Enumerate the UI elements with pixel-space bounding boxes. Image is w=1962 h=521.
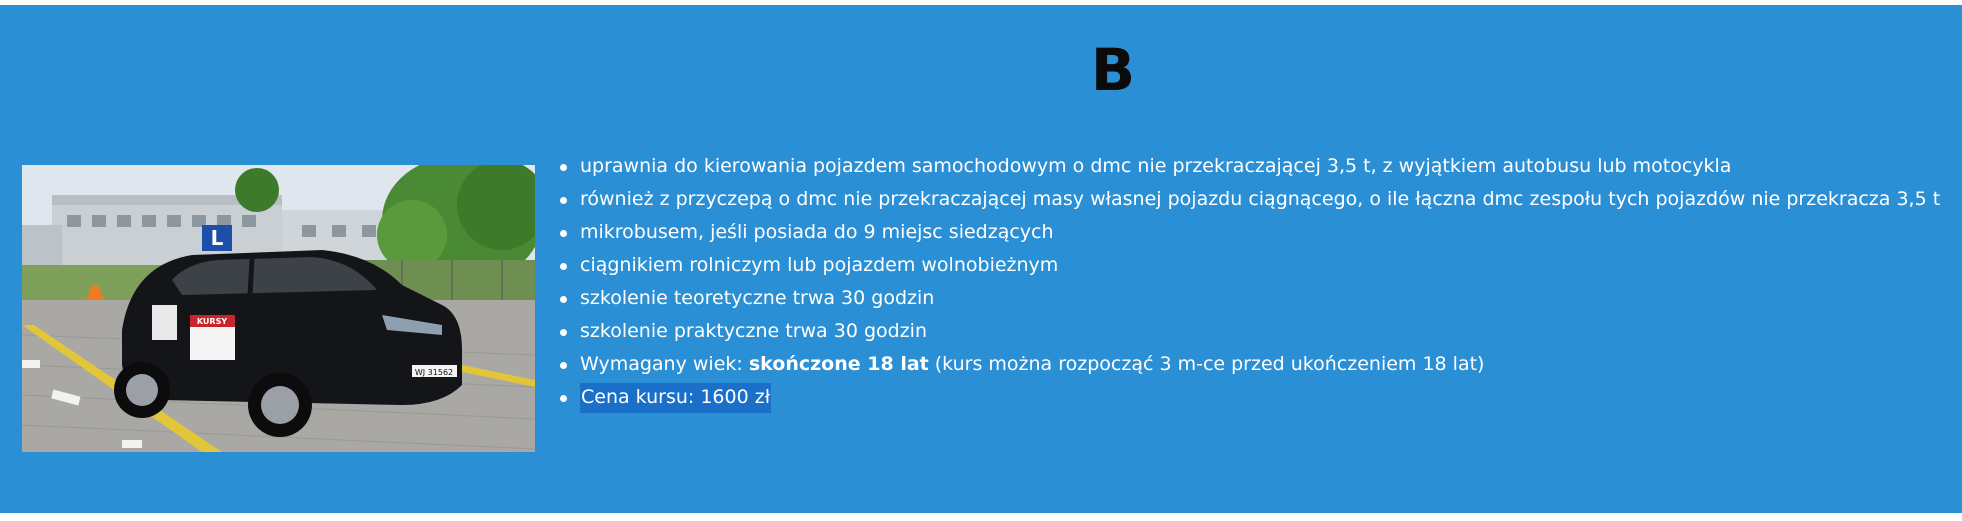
list-item (560, 348, 1940, 381)
list-item (560, 249, 1940, 282)
feature-text: szkolenie teoretyczne trwa 30 godzin (580, 287, 935, 309)
feature-text-bold: skończone 18 lat (748, 353, 929, 375)
list-item (560, 150, 1940, 183)
feature-text: również z przyczepą o dmc nie przekraczającej masy własnej pojazdu ciągnącego, o ile łączna dmc zespołu tych pojazdów nie przekracza 3,5 t (580, 188, 1941, 210)
feature-text: uprawnia do kierowania pojazdem samochodowym o dmc nie przekraczającej 3,5 t, z wyjątkiem autobusu lub motocykla (580, 155, 1732, 177)
feature-text: ciągnikiem rolniczym lub pojazdem wolnobieżnym (580, 254, 1059, 276)
feature-text: szkolenie praktyczne trwa 30 godzin (580, 320, 927, 342)
list-item (560, 315, 1940, 348)
list-item (560, 282, 1940, 315)
feature-list (560, 150, 1940, 414)
list-item (560, 381, 1940, 414)
list-item (560, 216, 1940, 249)
door-sign-text: KURSY (196, 317, 228, 326)
list-item (560, 183, 1940, 216)
feature-text: mikrobusem, jeśli posiada do 9 miejsc siedzących (580, 221, 1054, 243)
feature-text-suffix: (kurs można rozpocząć 3 m-ce przed ukończeniem 18 lat) (928, 353, 1485, 375)
feature-text-prefix: Wymagany wiek: (580, 353, 749, 375)
category-title: B (1090, 36, 1136, 104)
roof-sign-text: L (210, 226, 224, 250)
plate-text: WJ 31562 (414, 368, 454, 377)
car-photo (22, 165, 535, 452)
price-text[interactable]: Cena kursu: 1600 zł (580, 383, 771, 413)
